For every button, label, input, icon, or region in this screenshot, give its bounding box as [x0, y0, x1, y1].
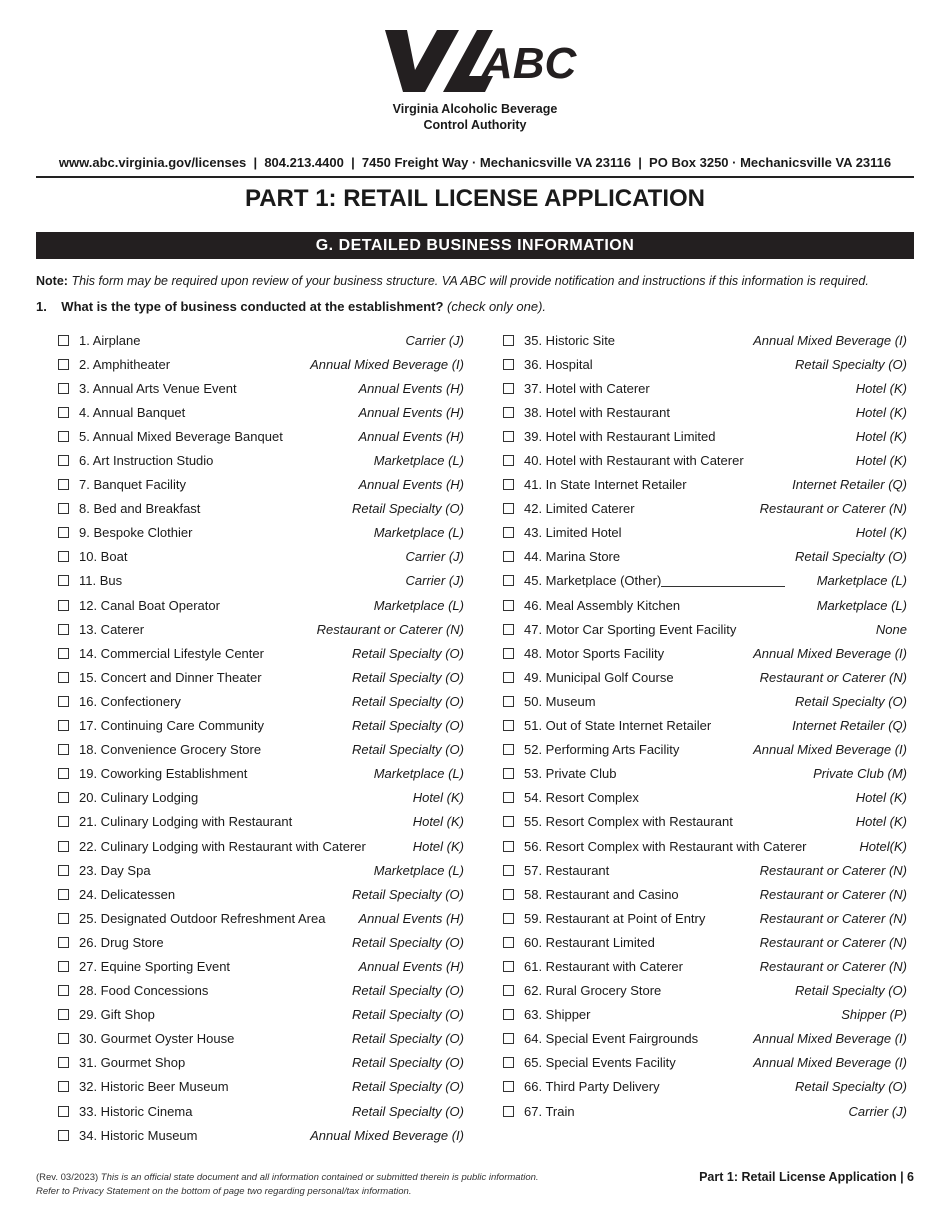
checkbox[interactable]: [58, 624, 69, 635]
business-type-option[interactable]: [503, 906, 907, 930]
business-type-option[interactable]: [58, 665, 464, 689]
checkbox[interactable]: [503, 551, 514, 562]
business-type-option[interactable]: [58, 400, 464, 424]
checkbox[interactable]: [58, 359, 69, 370]
option-label: 29. Gift Shop: [79, 1007, 155, 1023]
business-type-option[interactable]: [503, 810, 907, 834]
option-label: 67. Train: [524, 1103, 575, 1119]
checkbox[interactable]: [503, 696, 514, 707]
checkbox[interactable]: [503, 407, 514, 418]
business-type-option[interactable]: [503, 882, 907, 906]
business-type-option[interactable]: [503, 328, 907, 352]
option-label: 44. Marina Store: [524, 549, 621, 565]
checkbox[interactable]: [503, 624, 514, 635]
checkbox[interactable]: [503, 1009, 514, 1020]
license-category: Marketplace (L): [373, 766, 464, 782]
checkbox[interactable]: [503, 865, 514, 876]
license-category: Marketplace (L): [816, 573, 907, 589]
business-type-option[interactable]: [58, 593, 464, 617]
business-type-option[interactable]: [58, 906, 464, 930]
svg-text:ABC: ABC: [481, 39, 577, 88]
note-text: This form may be required upon review of your business structure. VA ABC will provide notification and instructions if this information is required.: [71, 274, 869, 288]
business-type-option[interactable]: [58, 1099, 464, 1123]
option-label: 11. Bus: [79, 573, 123, 589]
business-type-option[interactable]: [58, 497, 464, 521]
business-type-option[interactable]: [58, 473, 464, 497]
option-label: 14. Commercial Lifestyle Center: [79, 645, 264, 661]
checkbox[interactable]: [503, 431, 514, 442]
option-label: 42. Limited Caterer: [524, 501, 635, 517]
license-category: Retail Specialty (O): [352, 886, 464, 902]
org-line-1: Virginia Alcoholic Beverage: [392, 102, 558, 116]
option-label: 37. Hotel with Caterer: [524, 380, 650, 396]
checkbox[interactable]: [503, 816, 514, 827]
license-category: Annual Mixed Beverage (I): [310, 356, 464, 372]
checkbox[interactable]: [58, 335, 69, 346]
option-label: 12. Canal Boat Operator: [79, 597, 220, 613]
checkbox[interactable]: [503, 455, 514, 466]
option-label: 20. Culinary Lodging: [79, 790, 199, 806]
license-category: Hotel (K): [855, 790, 907, 806]
option-label: 13. Caterer: [79, 621, 145, 637]
checkbox[interactable]: [503, 335, 514, 346]
divider: [36, 176, 914, 178]
business-type-option[interactable]: [58, 448, 464, 472]
business-type-option[interactable]: [503, 665, 907, 689]
option-label: 7. Banquet Facility: [79, 477, 186, 493]
option-label: 1. Airplane: [79, 332, 141, 348]
business-type-list-right: [503, 328, 907, 1123]
checkbox[interactable]: [503, 937, 514, 948]
option-label: 17. Continuing Care Community: [79, 718, 264, 734]
checkbox[interactable]: [503, 720, 514, 731]
license-category: Hotel (K): [855, 814, 907, 830]
option-label: 63. Shipper: [524, 1007, 591, 1023]
checkbox[interactable]: [58, 985, 69, 996]
business-type-option[interactable]: [503, 834, 907, 858]
option-label: 34. Historic Museum: [79, 1127, 198, 1143]
license-category: Hotel (K): [412, 838, 464, 854]
license-category: Retail Specialty (O): [795, 693, 907, 709]
license-category: Hotel (K): [412, 790, 464, 806]
contact-line: www.abc.virginia.gov/licenses | 804.213.4400 | 7450 Freight Way · Mechanicsville VA 23116 | PO Box 3250 · Mechanicsville VA 23116: [58, 155, 892, 170]
page-label: Part 1: Retail License Application | 6: [699, 1170, 914, 1184]
option-label: 41. In State Internet Retailer: [524, 477, 687, 493]
checkbox[interactable]: [58, 913, 69, 924]
license-category: Retail Specialty (O): [352, 693, 464, 709]
license-category: Carrier (J): [405, 549, 464, 565]
footer-line-1: This is an official state document and all information contained or submitted therein is public information.: [100, 1172, 539, 1183]
business-type-option[interactable]: [503, 1027, 907, 1051]
checkbox[interactable]: [58, 527, 69, 538]
license-category: Hotel (K): [412, 814, 464, 830]
checkbox[interactable]: [503, 600, 514, 611]
license-category: Hotel (K): [855, 453, 907, 469]
license-category: Annual Mixed Beverage (I): [753, 1055, 907, 1071]
option-label: 22. Culinary Lodging with Restaurant with Caterer: [79, 838, 366, 854]
option-label: 36. Hospital: [524, 356, 593, 372]
option-label: 3. Annual Arts Venue Event: [79, 380, 237, 396]
business-type-option[interactable]: [503, 858, 907, 882]
license-category: Annual Mixed Beverage (I): [310, 1127, 464, 1143]
option-label: 2. Amphitheater: [79, 356, 171, 372]
checkbox[interactable]: [503, 768, 514, 779]
checkbox[interactable]: [503, 1033, 514, 1044]
license-category: Annual Mixed Beverage (I): [753, 645, 907, 661]
va-abc-logo: [385, 30, 577, 92]
option-label: 5. Annual Mixed Beverage Banquet: [79, 428, 283, 444]
business-type-option[interactable]: [58, 521, 464, 545]
license-category: Annual Mixed Beverage (I): [753, 1031, 907, 1047]
checkbox[interactable]: [58, 792, 69, 803]
option-label: 8. Bed and Breakfast: [79, 501, 201, 517]
license-category: Carrier (J): [848, 1103, 907, 1119]
business-type-option[interactable]: [58, 810, 464, 834]
option-label: 59. Restaurant at Point of Entry: [524, 910, 706, 926]
license-category: Hotel(K): [859, 838, 907, 854]
business-type-option[interactable]: [58, 738, 464, 762]
license-category: Retail Specialty (O): [352, 1103, 464, 1119]
business-type-option[interactable]: [503, 1099, 907, 1123]
option-label: 60. Restaurant Limited: [524, 934, 655, 950]
checkbox[interactable]: [58, 1057, 69, 1068]
option-label: 43. Limited Hotel: [524, 525, 622, 541]
option-label: 16. Confectionery: [79, 693, 181, 709]
checkbox[interactable]: [503, 841, 514, 852]
business-type-option[interactable]: [503, 738, 907, 762]
option-label: 48. Motor Sports Facility: [524, 645, 665, 661]
license-category: Marketplace (L): [373, 597, 464, 613]
business-type-option[interactable]: [58, 1027, 464, 1051]
checkbox[interactable]: [503, 889, 514, 900]
business-type-option[interactable]: [503, 714, 907, 738]
business-type-option[interactable]: [503, 352, 907, 376]
business-type-option[interactable]: [58, 569, 464, 593]
business-type-option[interactable]: [503, 545, 907, 569]
business-type-option[interactable]: [503, 424, 907, 448]
license-category: Restaurant or Caterer (N): [316, 621, 464, 637]
business-type-option[interactable]: [58, 641, 464, 665]
option-label: 18. Convenience Grocery Store: [79, 742, 262, 758]
checkbox[interactable]: [58, 1106, 69, 1117]
option-label: 40. Hotel with Restaurant with Caterer: [524, 453, 744, 469]
business-type-option[interactable]: [58, 954, 464, 978]
checkbox[interactable]: [503, 792, 514, 803]
license-category: Retail Specialty (O): [795, 356, 907, 372]
checkbox[interactable]: [503, 985, 514, 996]
business-type-option[interactable]: [58, 930, 464, 954]
business-type-option[interactable]: [503, 979, 907, 1003]
license-category: Retail Specialty (O): [352, 1031, 464, 1047]
checkbox[interactable]: [58, 696, 69, 707]
checkbox[interactable]: [58, 600, 69, 611]
business-type-option[interactable]: [503, 497, 907, 521]
business-type-option[interactable]: [58, 617, 464, 641]
option-label: 53. Private Club: [524, 766, 617, 782]
business-type-option[interactable]: [58, 882, 464, 906]
option-label: 62. Rural Grocery Store: [524, 983, 662, 999]
checkbox[interactable]: [58, 937, 69, 948]
license-category: Marketplace (L): [373, 525, 464, 541]
checkbox[interactable]: [58, 961, 69, 972]
business-type-option[interactable]: [503, 400, 907, 424]
option-label: 10. Boat: [79, 549, 128, 565]
business-type-option[interactable]: [503, 569, 907, 593]
business-type-option[interactable]: [503, 473, 907, 497]
organization-name: [0, 101, 950, 133]
option-label: 57. Restaurant: [524, 862, 610, 878]
business-type-option[interactable]: [58, 1051, 464, 1075]
checkbox[interactable]: [503, 744, 514, 755]
business-type-option[interactable]: [503, 376, 907, 400]
license-category: Annual Events (H): [358, 380, 464, 396]
question-text: What is the type of business conducted at the establishment?: [61, 299, 444, 314]
revision: (Rev. 03/2023): [36, 1172, 99, 1183]
business-type-option[interactable]: [58, 1003, 464, 1027]
license-category: Restaurant or Caterer (N): [759, 669, 907, 685]
license-category: Retail Specialty (O): [352, 645, 464, 661]
license-category: Marketplace (L): [816, 597, 907, 613]
checkbox[interactable]: [503, 503, 514, 514]
license-category: Hotel (K): [855, 428, 907, 444]
license-category: Retail Specialty (O): [352, 934, 464, 950]
checkbox[interactable]: [503, 913, 514, 924]
checkbox[interactable]: [58, 383, 69, 394]
checkbox[interactable]: [503, 1057, 514, 1068]
checkbox[interactable]: [58, 768, 69, 779]
option-label: 19. Coworking Establishment: [79, 766, 248, 782]
license-category: Retail Specialty (O): [352, 501, 464, 517]
checkbox[interactable]: [503, 648, 514, 659]
license-category: Retail Specialty (O): [352, 983, 464, 999]
note-label: Note:: [36, 274, 68, 288]
business-type-option[interactable]: [58, 786, 464, 810]
license-category: Carrier (J): [405, 332, 464, 348]
business-type-option[interactable]: [58, 545, 464, 569]
business-type-option[interactable]: [503, 930, 907, 954]
option-label: 55. Resort Complex with Restaurant: [524, 814, 733, 830]
license-category: Retail Specialty (O): [352, 718, 464, 734]
license-category: Annual Events (H): [358, 428, 464, 444]
checkbox[interactable]: [503, 575, 514, 586]
org-line-2: Control Authority: [423, 118, 527, 132]
license-category: Annual Mixed Beverage (I): [753, 332, 907, 348]
license-category: Carrier (J): [405, 573, 464, 589]
option-label: 66. Third Party Delivery: [524, 1079, 660, 1095]
option-label: 9. Bespoke Clothier: [79, 525, 193, 541]
license-category: Restaurant or Caterer (N): [759, 958, 907, 974]
checkbox[interactable]: [503, 527, 514, 538]
option-label: 46. Meal Assembly Kitchen: [524, 597, 681, 613]
license-category: Annual Mixed Beverage (I): [753, 742, 907, 758]
checkbox[interactable]: [58, 431, 69, 442]
business-type-option[interactable]: [503, 954, 907, 978]
business-type-option[interactable]: [503, 689, 907, 713]
option-label: 15. Concert and Dinner Theater: [79, 669, 262, 685]
business-type-option[interactable]: [503, 641, 907, 665]
checkbox[interactable]: [58, 1081, 69, 1092]
license-category: Hotel (K): [855, 404, 907, 420]
note: [36, 274, 869, 288]
option-label: 21. Culinary Lodging with Restaurant: [79, 814, 293, 830]
business-type-option[interactable]: [58, 979, 464, 1003]
license-category: Annual Events (H): [358, 477, 464, 493]
business-type-option[interactable]: [503, 448, 907, 472]
business-type-option[interactable]: [503, 762, 907, 786]
license-category: None: [875, 621, 907, 637]
footer-note: [36, 1171, 539, 1199]
checkbox[interactable]: [58, 648, 69, 659]
license-category: Restaurant or Caterer (N): [759, 501, 907, 517]
option-label: 30. Gourmet Oyster House: [79, 1031, 235, 1047]
checkbox[interactable]: [503, 359, 514, 370]
license-category: Retail Specialty (O): [795, 549, 907, 565]
checkbox[interactable]: [58, 455, 69, 466]
checkbox[interactable]: [58, 816, 69, 827]
checkbox[interactable]: [58, 865, 69, 876]
license-category: Marketplace (L): [373, 453, 464, 469]
checkbox[interactable]: [58, 672, 69, 683]
checkbox[interactable]: [58, 575, 69, 586]
license-category: Hotel (K): [855, 525, 907, 541]
question-hint: (check only one).: [447, 299, 547, 314]
option-label: 51. Out of State Internet Retailer: [524, 718, 712, 734]
checkbox[interactable]: [58, 1009, 69, 1020]
license-category: Retail Specialty (O): [352, 1055, 464, 1071]
business-type-option[interactable]: [58, 1075, 464, 1099]
license-category: Restaurant or Caterer (N): [759, 934, 907, 950]
option-label: 38. Hotel with Restaurant: [524, 404, 670, 420]
checkbox[interactable]: [58, 503, 69, 514]
checkbox[interactable]: [503, 1106, 514, 1117]
page-title: PART 1: RETAIL LICENSE APPLICATION: [244, 185, 706, 212]
license-category: Annual Events (H): [358, 404, 464, 420]
option-label: 24. Delicatessen: [79, 886, 176, 902]
business-type-option[interactable]: [58, 424, 464, 448]
footer-line-2: Refer to Privacy Statement on the bottom of page two regarding personal/tax information.: [36, 1186, 412, 1197]
license-category: Annual Events (H): [358, 910, 464, 926]
option-label: 39. Hotel with Restaurant Limited: [524, 428, 716, 444]
option-label: 27. Equine Sporting Event: [79, 958, 231, 974]
license-category: Restaurant or Caterer (N): [759, 886, 907, 902]
checkbox[interactable]: [503, 672, 514, 683]
option-label: 47. Motor Car Sporting Event Facility: [524, 621, 737, 637]
business-type-option[interactable]: [503, 1075, 907, 1099]
license-category: Retail Specialty (O): [795, 1079, 907, 1095]
business-type-option[interactable]: [58, 328, 464, 352]
business-type-option[interactable]: [503, 1051, 907, 1075]
option-label: 54. Resort Complex: [524, 790, 639, 806]
option-label: 45. Marketplace (Other): [524, 573, 662, 589]
license-category: Internet Retailer (Q): [792, 477, 907, 493]
option-label: 4. Annual Banquet: [79, 404, 186, 420]
option-label: 32. Historic Beer Museum: [79, 1079, 229, 1095]
option-label: 25. Designated Outdoor Refreshment Area: [79, 910, 326, 926]
checkbox[interactable]: [58, 841, 69, 852]
license-category: Marketplace (L): [373, 862, 464, 878]
business-type-list-left: [58, 328, 464, 1147]
checkbox[interactable]: [58, 551, 69, 562]
business-type-option[interactable]: [503, 593, 907, 617]
checkbox[interactable]: [58, 1130, 69, 1141]
business-type-option[interactable]: [58, 762, 464, 786]
license-category: Private Club (M): [813, 766, 907, 782]
checkbox[interactable]: [58, 889, 69, 900]
business-type-option[interactable]: [58, 834, 464, 858]
business-type-option[interactable]: [58, 714, 464, 738]
business-type-option[interactable]: [58, 352, 464, 376]
option-label: 28. Food Concessions: [79, 983, 209, 999]
checkbox[interactable]: [503, 383, 514, 394]
option-label: 61. Restaurant with Caterer: [524, 958, 683, 974]
license-category: Hotel (K): [855, 380, 907, 396]
option-label: 31. Gourmet Shop: [79, 1055, 186, 1071]
business-type-option[interactable]: [58, 376, 464, 400]
license-category: Retail Specialty (O): [352, 1007, 464, 1023]
business-type-option[interactable]: [503, 786, 907, 810]
option-label: 52. Performing Arts Facility: [524, 742, 680, 758]
checkbox[interactable]: [58, 1033, 69, 1044]
option-label: 26. Drug Store: [79, 934, 164, 950]
checkbox[interactable]: [58, 479, 69, 490]
option-label: 64. Special Event Fairgrounds: [524, 1031, 699, 1047]
option-label: 56. Resort Complex with Restaurant with Caterer: [524, 838, 807, 854]
checkbox[interactable]: [503, 961, 514, 972]
license-category: Retail Specialty (O): [795, 983, 907, 999]
question-1: [36, 299, 546, 314]
license-category: Retail Specialty (O): [352, 669, 464, 685]
license-category: Shipper (P): [841, 1007, 907, 1023]
option-label: 33. Historic Cinema: [79, 1103, 193, 1119]
business-type-option[interactable]: [503, 617, 907, 641]
option-label: 35. Historic Site: [524, 332, 616, 348]
option-label: 50. Museum: [524, 693, 596, 709]
business-type-option[interactable]: [58, 1123, 464, 1147]
business-type-option[interactable]: [58, 858, 464, 882]
business-type-option[interactable]: [58, 689, 464, 713]
checkbox[interactable]: [58, 720, 69, 731]
license-category: Retail Specialty (O): [352, 742, 464, 758]
checkbox[interactable]: [58, 744, 69, 755]
option-label: 58. Restaurant and Casino: [524, 886, 679, 902]
option-label: 6. Art Instruction Studio: [79, 453, 214, 469]
business-type-option[interactable]: [503, 1003, 907, 1027]
checkbox[interactable]: [503, 1081, 514, 1092]
license-category: Internet Retailer (Q): [792, 718, 907, 734]
option-label: 23. Day Spa: [79, 862, 151, 878]
section-header: G. DETAILED BUSINESS INFORMATION: [36, 232, 914, 259]
license-category: Restaurant or Caterer (N): [759, 910, 907, 926]
license-category: Restaurant or Caterer (N): [759, 862, 907, 878]
checkbox[interactable]: [503, 479, 514, 490]
other-text-field[interactable]: [661, 575, 785, 587]
license-category: Retail Specialty (O): [352, 1079, 464, 1095]
license-category: Annual Events (H): [358, 958, 464, 974]
business-type-option[interactable]: [503, 521, 907, 545]
question-number: 1.: [36, 299, 47, 314]
option-label: 65. Special Events Facility: [524, 1055, 676, 1071]
checkbox[interactable]: [58, 407, 69, 418]
option-label: 49. Municipal Golf Course: [524, 669, 674, 685]
